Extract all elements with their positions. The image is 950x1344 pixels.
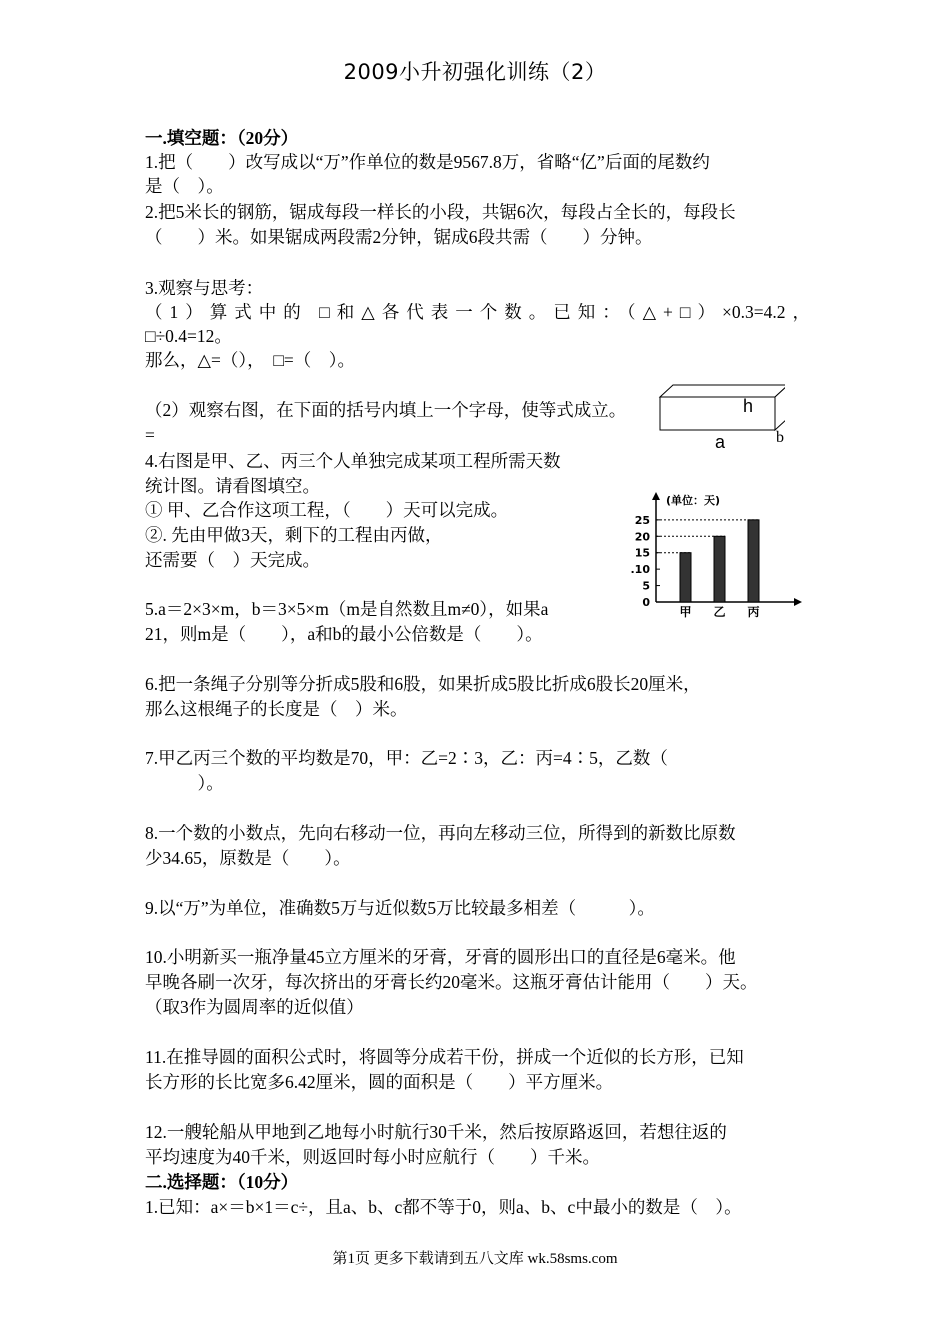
cuboid-label-b: b bbox=[776, 429, 784, 446]
section-1-heading: 一.填空题：（20分） bbox=[145, 128, 299, 148]
cuboid-label-a: a bbox=[715, 432, 726, 452]
x-category-label: 丙 bbox=[747, 605, 760, 619]
q1-line-1: 1.把（ ）改写成以“万”作单位的数是9567.8万，省略“亿”后面的尾数约 bbox=[145, 152, 710, 172]
q10-line-1: 10.小明新买一瓶净量45立方厘米的牙膏，牙膏的圆形出口的直径是6毫米。他 bbox=[145, 947, 736, 967]
q10-line-3: （取3作为圆周率的近似值） bbox=[145, 997, 364, 1017]
chart-x-axis-arrow bbox=[794, 598, 802, 606]
s2-q1-line-1: 1.已知：a×＝b×1＝c÷，且a、b、c都不等于0，则a、b、c中最小的数是（ ）。 bbox=[145, 1197, 742, 1217]
chart-title: (单位：天) bbox=[666, 494, 721, 507]
bar-甲 bbox=[680, 553, 691, 602]
y-tick-label: 5 bbox=[642, 579, 650, 593]
q11-line-2: 长方形的长比宽多6.42厘米，圆的面积是（ ）平方厘米。 bbox=[145, 1072, 614, 1092]
y-tick-label: 0 bbox=[642, 596, 650, 609]
cuboid-front-face bbox=[660, 397, 775, 430]
page-title: 2009小升初强化训练（2） bbox=[343, 60, 607, 84]
q5-line-1: 5.a＝2×3×m，b＝3×5×m（m是自然数且m≠0），如果a bbox=[145, 599, 549, 619]
q8-line-2: 少34.65，原数是（ ）。 bbox=[145, 848, 351, 868]
q8-line-1: 8.一个数的小数点，先向右移动一位，再向左移动三位，所得到的新数比原数 bbox=[145, 823, 736, 843]
q3-1-line-2: □÷0.4=12。 bbox=[145, 326, 232, 346]
page-footer: 第1页 更多下载请到五八文库 wk.58sms.com bbox=[332, 1251, 618, 1267]
bar-丙 bbox=[748, 520, 759, 602]
y-tick-label: .10 bbox=[630, 563, 650, 577]
section-2-heading: 二.选择题：（10分） bbox=[145, 1172, 299, 1192]
q3-1-line-3: 那么，△=（）， □=（ ）。 bbox=[145, 350, 356, 370]
q3-2-line-2: = bbox=[145, 425, 155, 445]
q3-1-line-1: （1）算式中的 □和△各代表一个数。已知：（△+□）×0.3=4.2， bbox=[145, 302, 810, 322]
q7-line-2: ）。 bbox=[145, 773, 224, 793]
q7-line-1: 7.甲乙丙三个数的平均数是70，甲：乙=2∶3，乙：丙=4∶5，乙数（ bbox=[145, 748, 668, 768]
y-tick-label: 20 bbox=[634, 530, 650, 544]
q6-line-2: 那么这根绳子的长度是（ ）米。 bbox=[145, 699, 408, 719]
q2-line-2: （ ）米。如果锯成两段需2分钟，锯成6段共需（ ）分钟。 bbox=[145, 227, 653, 247]
bar-chart bbox=[628, 488, 806, 622]
chart-y-axis-arrow bbox=[652, 492, 660, 500]
q5-line-2: 21，则m是（ ），a和b的最小公倍数是（ ）。 bbox=[145, 624, 543, 644]
q9-line-1: 9.以“万”为单位，准确数5万与近似数5万比较最多相差（ ）。 bbox=[145, 898, 655, 918]
y-tick-label: 15 bbox=[634, 546, 650, 560]
q4-line-2: 统计图。请看图填空。 bbox=[145, 476, 320, 496]
y-tick-label: 25 bbox=[634, 513, 650, 527]
q4-line-3: ① 甲、乙合作这项工程，（ ）天可以完成。 bbox=[145, 500, 509, 520]
x-category-label: 乙 bbox=[713, 605, 726, 619]
q12-line-2: 平均速度为40千米，则返回时每小时应航行（ ）千米。 bbox=[145, 1147, 600, 1167]
q10-line-2: 早晚各刷一次牙，每次挤出的牙膏长约20毫米。这瓶牙膏估计能用（ ）天。 bbox=[145, 972, 758, 992]
cuboid-label-h: h bbox=[743, 396, 754, 416]
q6-line-1: 6.把一条绳子分别等分折成5股和6股，如果折成5股比折成6股长20厘米， bbox=[145, 674, 701, 694]
q3-2-line-1: （2）观察右图，在下面的括号内填上一个字母，使等式成立。 bbox=[145, 400, 627, 420]
q11-line-1: 11.在推导圆的面积公式时，将圆等分成若干份，拼成一个近似的长方形，已知 bbox=[145, 1047, 744, 1067]
q12-line-1: 12.一艘轮船从甲地到乙地每小时航行30千米，然后按原路返回，若想往返的 bbox=[145, 1122, 727, 1142]
x-category-label: 甲 bbox=[679, 605, 692, 619]
q4-line-5: 还需要（ ）天完成。 bbox=[145, 550, 320, 570]
q4-line-1: 4.右图是甲、乙、丙三个人单独完成某项工程所需天数 bbox=[145, 451, 561, 471]
q4-line-4: ②. 先由甲做3天，剩下的工程由丙做， bbox=[145, 525, 443, 545]
cuboid-top-face bbox=[660, 385, 785, 397]
cuboid-figure bbox=[655, 382, 785, 462]
bar-乙 bbox=[714, 536, 725, 602]
q2-line-1: 2.把5米长的钢筋，锯成每段一样长的小段，共锯6次，每段占全长的，每段长 bbox=[145, 202, 736, 222]
q1-line-2: 是（ ）。 bbox=[145, 176, 224, 196]
q3-heading: 3.观察与思考： bbox=[145, 278, 264, 298]
